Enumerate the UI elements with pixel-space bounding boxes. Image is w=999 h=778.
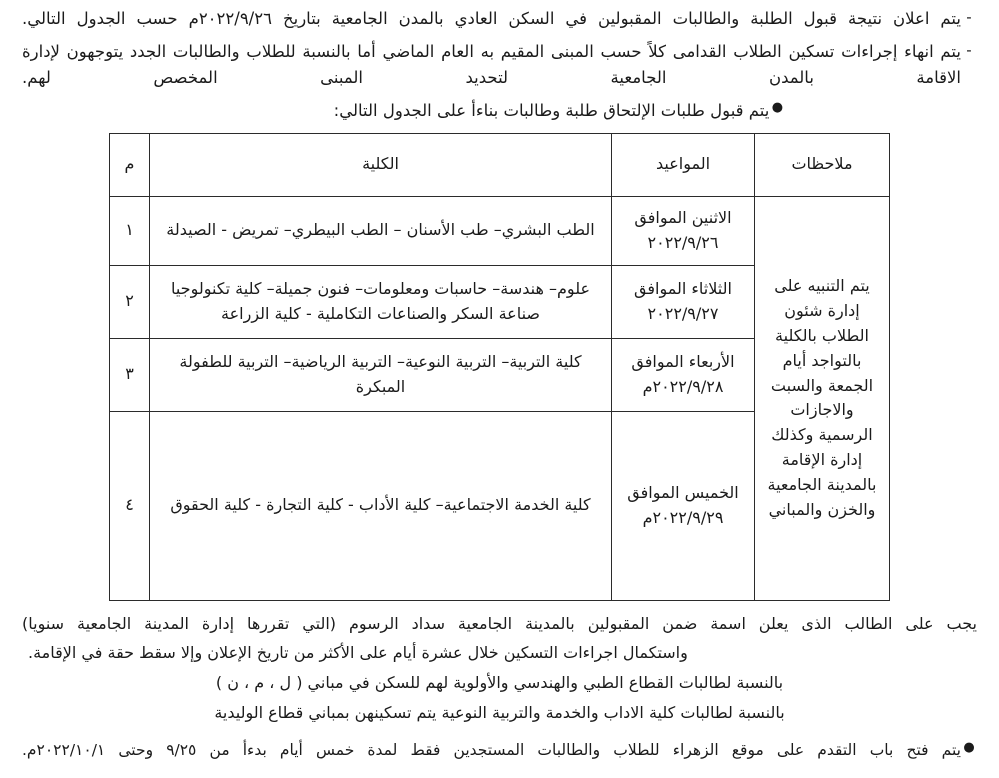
- column-header-dates: المواعيد: [612, 133, 755, 196]
- closing-line-2: واستكمال اجراءات التسكين خلال عشرة أيام على الأكثر من تاريخ الإعلان وإلا سقط حقة في الإقامة.: [28, 643, 688, 663]
- closing-line-1: يجب على الطالب الذى يعلن اسمة ضمن المقبولين بالمدينة الجامعية سداد الرسوم (التي تقررها إدارة المدينة الجامعية سنويا): [22, 613, 977, 633]
- intro-bullet-2: [22, 39, 977, 92]
- intro-bullet-3-text: يتم قبول طلبات الإلتحاق طلبة وطالبات بناءأ على الجدول التالي:: [333, 101, 770, 121]
- row-1-date-day: الاثنين الموافق: [634, 208, 732, 228]
- row-4-number: ٤: [110, 411, 150, 600]
- row-2-date-day: الثلاثاء الموافق: [634, 279, 732, 299]
- row-1-date-value: ٢٠٢٢/٩/٢٦: [647, 232, 719, 252]
- dash-bullet-icon: -: [966, 8, 972, 26]
- column-header-number: م: [110, 133, 150, 196]
- row-2-college: علوم– هندسة– حاسبات ومعلومات– فنون جميلة– كلية تكنولوجيا صناعة السكر والصناعات التكاملية - كلية الزراعة: [150, 265, 612, 338]
- table-header-row: [110, 133, 890, 196]
- row-1-number: ١: [110, 196, 150, 265]
- final-bullet-text: يتم فتح باب التقدم على موقع الزهراء للطلاب والطالبات المستجدين فقط لمدة خمس أيام بدءأ من ٩/٢٥ وحتى ٢٠٢٢/١٠/١م.: [22, 741, 961, 760]
- row-1-college: الطب البشري– طب الأسنان – الطب البيطري– تمريض - الصيدلة: [150, 196, 612, 265]
- row-3-number: ٣: [110, 338, 150, 411]
- schedule-table-wrapper: [22, 133, 977, 601]
- row-4-college: كلية الخدمة الاجتماعية– كلية الأداب - كلية التجارة - كلية الحقوق: [150, 411, 612, 600]
- table-row: [110, 196, 890, 265]
- row-2-date-value: ٢٠٢٢/٩/٢٧: [647, 303, 719, 323]
- row-3-date: [612, 338, 755, 411]
- row-4-date-value: ٢٠٢٢/٩/٢٩م: [642, 507, 724, 527]
- row-3-date-value: ٢٠٢٢/٩/٢٨م: [642, 376, 724, 396]
- intro-bullet-1-text: يتم اعلان نتيجة قبول الطلبة والطالبات المقبولين في السكن العادي بالمدن الجامعية بتاريخ ٢٠٢٢/٩/٢٦م حسب الجدول التالي.: [22, 9, 961, 28]
- intro-bullet-1: [22, 6, 977, 33]
- row-2-date: [612, 265, 755, 338]
- column-header-college: الكلية: [150, 133, 612, 196]
- intro-bullet-list: [22, 6, 977, 125]
- table-body: [110, 196, 890, 600]
- dash-bullet-icon: -: [966, 40, 972, 59]
- row-4-date-day: الخميس الموافق: [627, 483, 739, 503]
- intro-bullet-3: [22, 98, 977, 125]
- row-4-date: [612, 411, 755, 600]
- closing-line-3: بالنسبة لطالبات القطاع الطبي والهندسي والأولوية لهم للسكن في مباني ( ل ، م ، ن ): [215, 672, 784, 692]
- final-bullet: [22, 738, 977, 763]
- row-3-date-day: الأربعاء الموافق: [631, 352, 735, 372]
- schedule-table: [109, 133, 890, 601]
- round-bullet-icon: ●: [963, 740, 975, 756]
- closing-line-4: بالنسبة لطالبات كلية الاداب والخدمة والتربية النوعية يتم تسكينهن بمباني قطاع الوليدية: [214, 702, 785, 722]
- row-1-date: [612, 196, 755, 265]
- table-header: [110, 133, 890, 196]
- closing-paragraphs: [22, 611, 977, 763]
- round-bullet-icon: ●: [771, 100, 784, 116]
- row-3-college: كلية التربية– التربية النوعية– التربية الرياضية– التربية للطفولة المبكرة: [150, 338, 612, 411]
- intro-bullet-2-text: يتم انهاء إجراءات تسكين الطلاب القدامى كلاً حسب المبنى المقيم به العام الماضي أما بالنسبة للطلاب والطالبات الجدد يتوجهون لإدارة الاقامة بالمدن الجامعية لتحديد المبنى المخصص لهم.: [22, 41, 961, 88]
- row-2-number: ٢: [110, 265, 150, 338]
- notes-merged-cell: يتم التنبيه على إدارة شئون الطلاب بالكلية بالتواجد أيام الجمعة والسبت والاجازات الرسمية وكذلك إدارة الإقامة بالمدينة الجامعية والخزن والمباني: [755, 196, 890, 600]
- column-header-notes: ملاحظات: [755, 133, 890, 196]
